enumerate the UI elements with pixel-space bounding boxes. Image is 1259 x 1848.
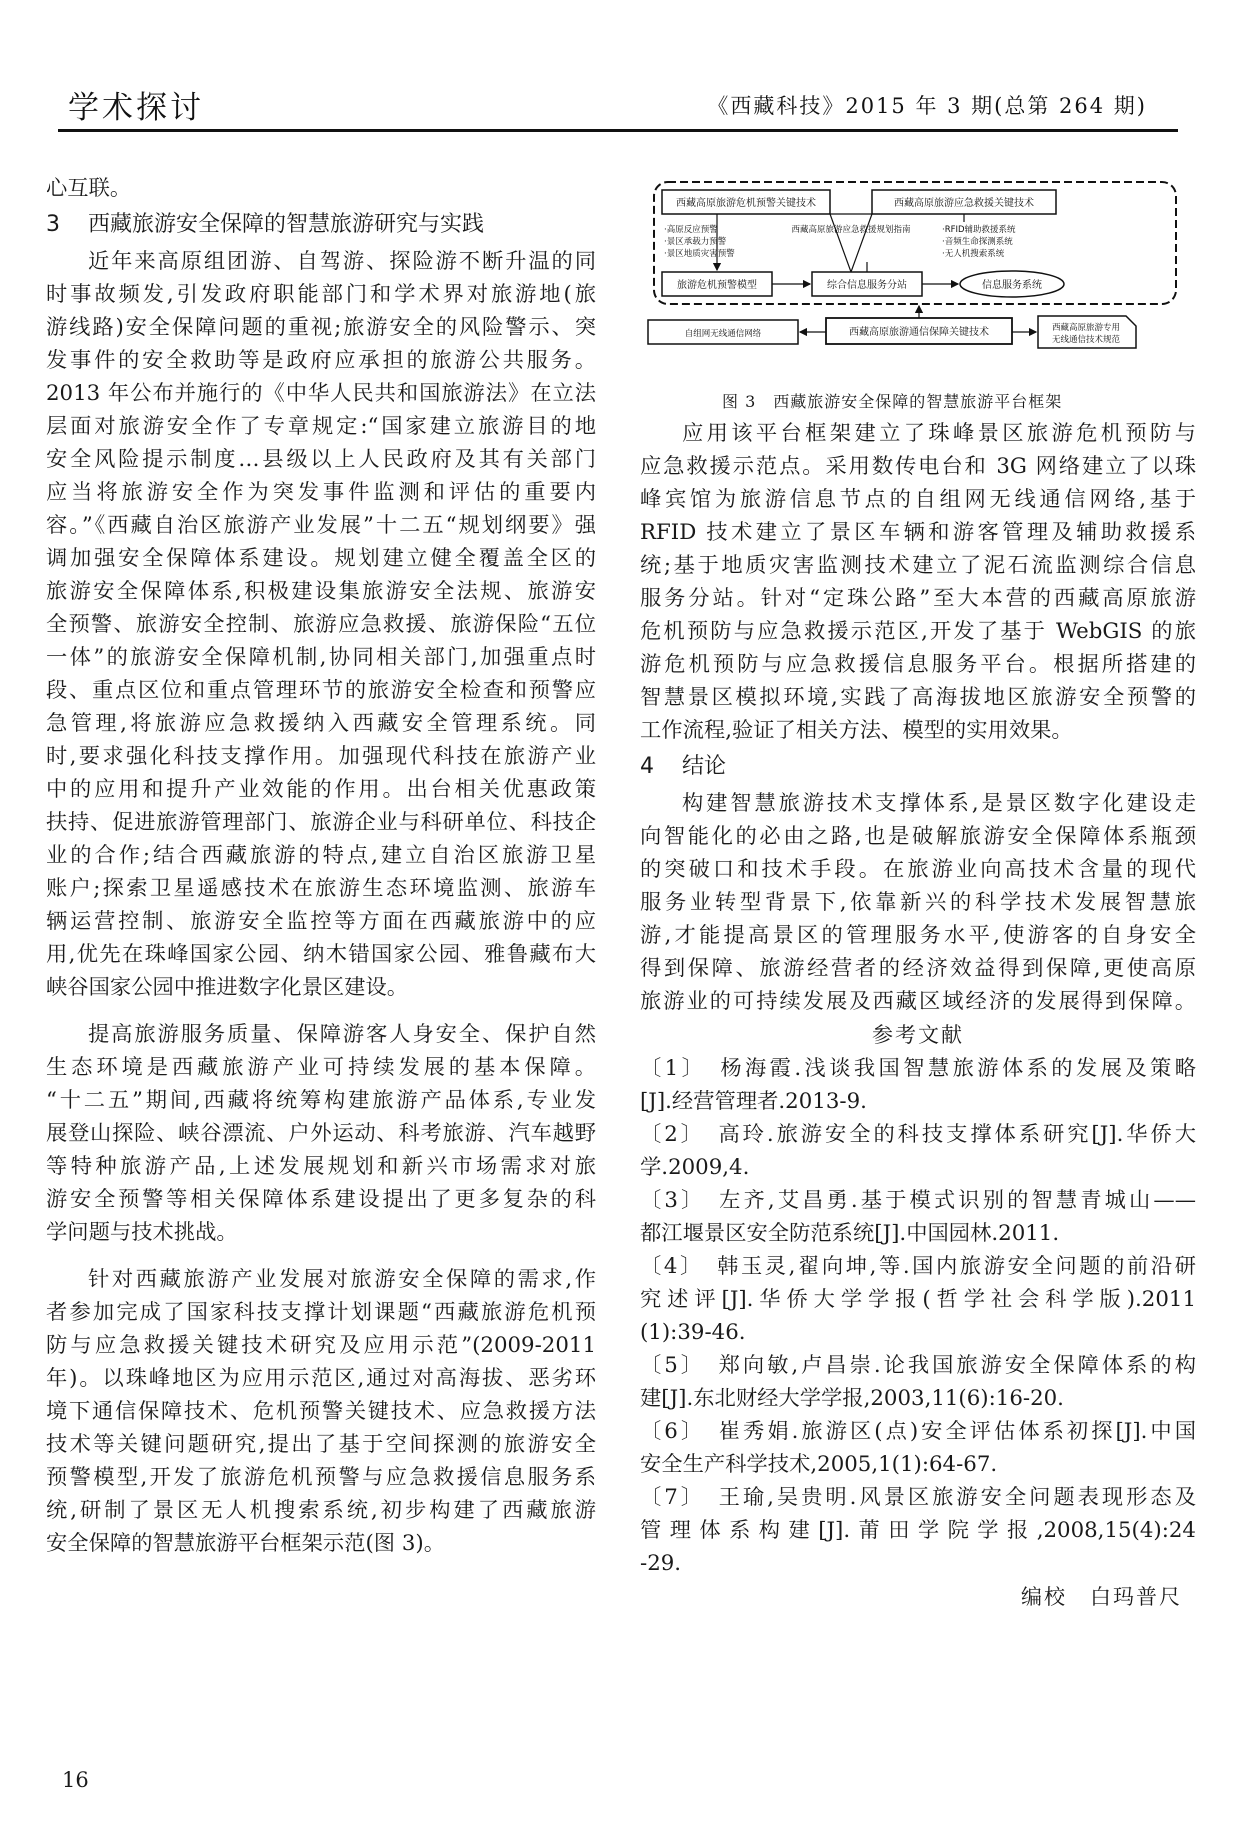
text-line: 智慧景区模拟环境,实践了高海拔地区旅游安全预警的 (640, 685, 1196, 710)
text-line: 账户;探索卫星遥感技术在旅游生态环境监测、旅游车 (46, 876, 596, 901)
text-line: 应当将旅游安全作为突发事件监测和评估的重要内 (46, 480, 596, 505)
text-line: 生态环境是西藏旅游产业可持续发展的基本保障。 (46, 1055, 596, 1080)
box-model-label: 旅游危机预警模型 (677, 280, 757, 291)
text-line: 统;基于地质灾害监测技术建立了泥石流监测综合信息 (640, 553, 1196, 578)
text-line: 峡谷国家公园中推进数字化景区建设。 (46, 975, 409, 1000)
rescue-item-3: ·无人机搜索系统 (942, 249, 1005, 259)
framework-figure (640, 172, 1196, 387)
rescue-item-1: ·RFID辅助救援系统 (942, 225, 1016, 235)
page-header (0, 0, 1259, 150)
text-line: 管理体系构建[J].莆田学院学报,2008,15(4):24 (640, 1518, 1196, 1543)
warning-item-1: ·高原反应预警 (664, 225, 718, 235)
box-rescue-tech-label: 西藏高原旅游应急救援关键技术 (894, 198, 1034, 209)
text-line: 扶持、促进旅游管理部门、旅游企业与科研单位、科技企 (46, 810, 596, 835)
text-line: 者参加完成了国家科技支撑计划课题“西藏旅游危机预 (46, 1300, 596, 1325)
text-line: 统,研制了景区无人机搜索系统,初步构建了西藏旅游 (46, 1498, 596, 1523)
text-line: 调加强安全保障体系建设。规划建立健全覆盖全区的 (46, 546, 596, 571)
text-line: [J].经营管理者.2013-9. (640, 1089, 867, 1114)
text-line: (1):39-46. (640, 1320, 746, 1345)
spec-label-2: 无线通信技术规范 (1051, 335, 1121, 345)
text-line: 游,才能提高景区的管理服务水平,使游客的自身安全 (640, 923, 1196, 948)
guide-label: 西藏高原旅游应急救援规划指南 (791, 225, 911, 235)
warning-item-3: ·景区地质灾害预警 (664, 249, 735, 259)
text-line: 应用该平台框架建立了珠峰景区旅游危机预防与 (682, 421, 1196, 446)
text-line: 旅游安全保障体系,积极建设集旅游安全法规、旅游安 (46, 579, 596, 604)
guide-triangle (830, 214, 872, 272)
text-line: 学.2009,4. (640, 1155, 750, 1180)
right-column (640, 172, 1196, 1614)
left-lines-a (46, 172, 596, 205)
text-line: 〔5〕 郑向敏,卢昌崇.论我国旅游安全保障体系的构 (640, 1353, 1196, 1378)
heading-text: 结论 (682, 754, 727, 779)
text-line: 年)。以珠峰地区为应用示范区,通过对高海拔、恶劣环 (46, 1366, 596, 1391)
text-line: 全预警、旅游安全控制、旅游应急救援、旅游保险“五位 (46, 612, 596, 637)
text-line: 游线路)安全保障问题的重视;旅游安全的风险警示、突 (46, 315, 596, 340)
text-line: 服务分站。针对“定珠公路”至大本营的西藏高原旅游 (640, 586, 1196, 611)
text-line: 展登山探险、峡谷漂流、户外运动、科考旅游、汽车越野 (46, 1121, 596, 1146)
text-line: 提高旅游服务质量、保障游客人身安全、保护自然 (88, 1022, 596, 1047)
text-line: 〔6〕 崔秀娟.旅游区(点)安全评估体系初探[J].中国 (640, 1419, 1196, 1444)
right-paragraph-2 (640, 787, 1196, 1018)
text-line: 近年来高原组团游、自驾游、探险游不断升温的同 (88, 249, 596, 274)
spec-label-1: 西藏高原旅游专用 (1051, 323, 1121, 333)
left-column (46, 172, 596, 1560)
text-line: 业的合作;结合西藏旅游的特点,建立自治区旅游卫星 (46, 843, 596, 868)
text-line: 的突破口和技术手段。在旅游业向高技术含量的现代 (640, 857, 1196, 882)
box-warning-tech-label: 西藏高原旅游危机预警关键技术 (676, 198, 816, 209)
text-line: 〔1〕 杨海霞.浅谈我国智慧旅游体系的发展及策略 (640, 1056, 1196, 1081)
references-title: 参考文献 (872, 1023, 964, 1047)
text-line: 时,要求强化科技支撑作用。加强现代科技在旅游产业 (46, 744, 596, 769)
info-system-label: 信息服务系统 (982, 280, 1042, 291)
text-line: 究述评[J].华侨大学学报(哲学社会科学版).2011 (640, 1287, 1196, 1312)
text-line: 构建智慧旅游技术支撑体系,是景区数字化建设走 (682, 791, 1196, 816)
text-line: 游危机预防与应急救援信息服务平台。根据所搭建的 (640, 652, 1196, 677)
text-line: 2013 年公布并施行的《中华人民共和国旅游法》在立法 (46, 381, 596, 406)
text-line: 境下通信保障技术、危机预警关键技术、应急救援方法 (46, 1399, 596, 1424)
figure-caption: 图 3 西藏旅游安全保障的智慧旅游平台框架 (722, 392, 1063, 411)
references-list (640, 1052, 1196, 1580)
heading-text: 西藏旅游安全保障的智慧旅游研究与实践 (88, 212, 485, 237)
text-line: 防与应急救援关键技术研究及应用示范”(2009-2011 (46, 1333, 596, 1358)
text-line: 都江堰景区安全防范系统[J].中国园林.2011. (640, 1221, 1060, 1246)
text-line: 安全保障的智慧旅游平台框架示范(图 3)。 (46, 1531, 445, 1556)
text-line: 等特种旅游产品,上述发展规划和新兴市场需求对旅 (46, 1154, 596, 1179)
editor-credit: 编校 白玛普尺 (1021, 1585, 1182, 1609)
text-line: 发事件的安全救助等是政府应承担的旅游公共服务。 (46, 348, 596, 373)
text-line: 〔7〕 王瑜,吴贵明.风景区旅游安全问题表现形态及 (640, 1485, 1196, 1510)
heading-number: 4 (640, 754, 654, 779)
section-heading-4 (640, 749, 1196, 785)
text-line: 时事故频发,引发政府职能部门和学术界对旅游地(旅 (46, 282, 596, 307)
text-line: 安全风险提示制度…县级以上人民政府及其有关部门 (46, 447, 596, 472)
text-line: 技术等关键问题研究,提出了基于空间探测的旅游安全 (46, 1432, 596, 1457)
header-rule (58, 129, 1178, 132)
journal-info: 《西藏科技》2015 年 3 期(总第 264 期) (707, 94, 1147, 118)
text-line: 危机预防与应急救援示范区,开发了基于 WebGIS 的旅 (640, 619, 1196, 644)
text-line: 〔2〕 高玲.旅游安全的科技支撑体系研究[J].华侨大 (640, 1122, 1196, 1147)
paragraph-gap (46, 1004, 596, 1018)
text-line: 建[J].东北财经大学学报,2003,11(6):16-20. (640, 1386, 1064, 1411)
left-paragraph-1 (46, 245, 596, 1004)
text-line: 用,优先在珠峰国家公园、纳木错国家公园、雅鲁藏布大 (46, 942, 596, 967)
text-line: 段、重点区位和重点管理环节的旅游安全检查和预警应 (46, 678, 596, 703)
page-number: 16 (62, 1768, 89, 1792)
text-line: 急管理,将旅游应急救援纳入西藏安全管理系统。同 (46, 711, 596, 736)
left-paragraph-3 (46, 1263, 596, 1560)
left-paragraph-2 (46, 1018, 596, 1249)
text-line: 〔4〕 韩玉灵,翟向坤,等.国内旅游安全问题的前沿研 (640, 1254, 1196, 1279)
text-line: 层面对旅游安全作了专章规定:“国家建立旅游目的地 (46, 414, 596, 439)
text-line: 旅游业的可持续发展及西藏区域经济的发展得到保障。 (640, 989, 1196, 1014)
text-line: 峰宾馆为旅游信息节点的自组网无线通信网络,基于 (640, 487, 1196, 512)
text-line: 〔3〕 左齐,艾昌勇.基于模式识别的智慧青城山—— (640, 1188, 1196, 1213)
text-line: 服务业转型背景下,依靠新兴的科学技术发展智慧旅 (640, 890, 1196, 915)
text-line: 得到保障、旅游经营者的经济效益得到保障,更使高原 (640, 956, 1196, 981)
text-line: 应急救援示范点。采用数传电台和 3G 网络建立了以珠 (640, 454, 1196, 479)
heading-number: 3 (46, 212, 60, 237)
rescue-item-2: ·音频生命探测系统 (942, 237, 1013, 247)
text-line: 一体”的旅游安全保障机制,协同相关部门,加强重点时 (46, 645, 596, 670)
text-line: 安全生产科学技术,2005,1(1):64-67. (640, 1452, 998, 1477)
adhoc-network-label: 自组网无线通信网络 (684, 329, 762, 339)
text-line: 向智能化的必由之路,也是破解旅游安全保障体系瓶颈 (640, 824, 1196, 849)
section-heading-3 (46, 207, 596, 243)
text-line: 工作流程,验证了相关方法、模型的实用效果。 (640, 718, 1073, 743)
framework-diagram (640, 172, 1196, 387)
comm-tech-label: 西藏高原旅游通信保障关键技术 (849, 327, 989, 338)
box-substation-label: 综合信息服务分站 (827, 280, 907, 291)
text-line: 游安全预警等相关保障体系建设提出了更多复杂的科 (46, 1187, 596, 1212)
text-line: 辆运营控制、旅游安全监控等方面在西藏旅游中的应 (46, 909, 596, 934)
section-tag: 学术探讨 (68, 90, 204, 126)
paragraph-gap (46, 1249, 596, 1263)
text-line: 容。”《西藏自治区旅游产业发展”十二五“规划纲要》强 (46, 513, 596, 538)
warning-item-2: ·景区承载力预警 (664, 237, 727, 247)
text-line: 预警模型,开发了旅游危机预警与应急救援信息服务系 (46, 1465, 596, 1490)
text-line: “十二五”期间,西藏将统筹构建旅游产品体系,专业发 (46, 1088, 596, 1113)
right-paragraph-1 (640, 417, 1196, 747)
text-line: RFID 技术建立了景区车辆和游客管理及辅助救援系 (640, 520, 1196, 545)
text-line: 中的应用和提升产业效能的作用。出台相关优惠政策 (46, 777, 596, 802)
text-line: 心互联。 (46, 176, 132, 201)
text-line: 针对西藏旅游产业发展对旅游安全保障的需求,作 (88, 1267, 596, 1292)
text-line: -29. (640, 1551, 682, 1576)
text-line: 学问题与技术挑战。 (46, 1220, 238, 1245)
